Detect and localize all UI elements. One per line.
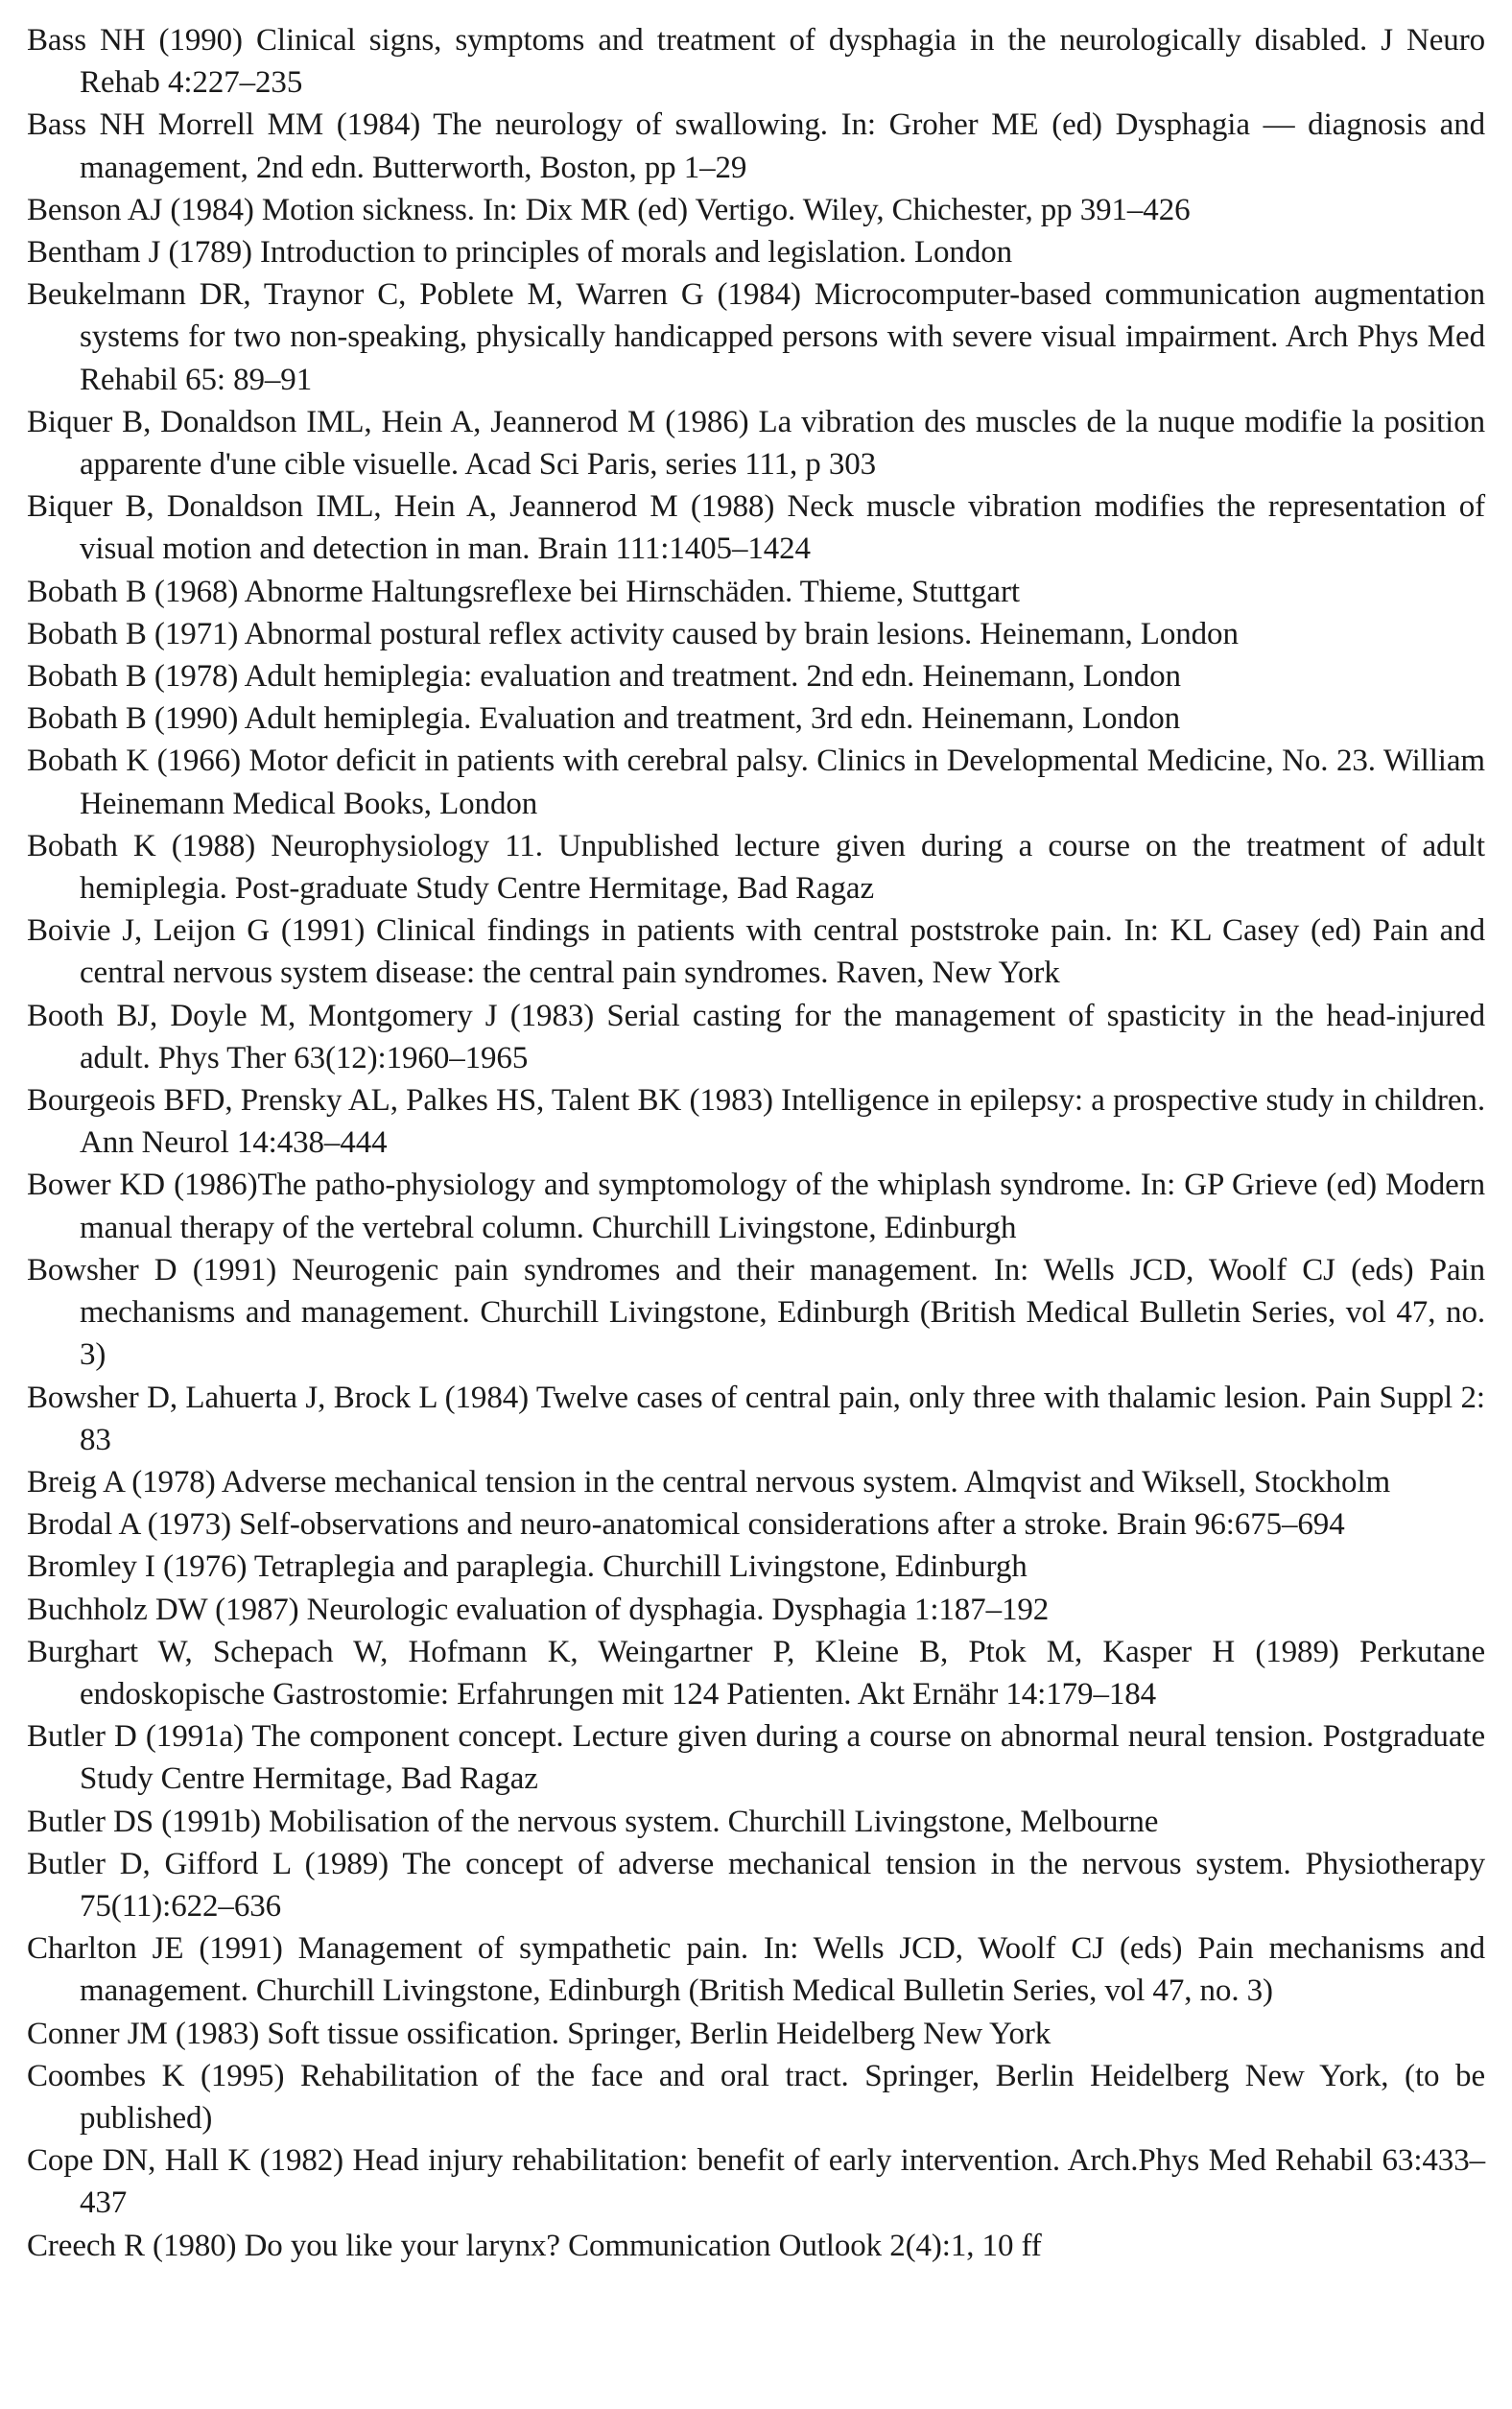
reference-entry: Bromley I (1976) Tetraplegia and paraplegia. Churchill Livingstone, Edinburgh xyxy=(27,1549,1028,1585)
reference-entry: Bobath B (1968) Abnorme Haltungsreflexe bei Hirnschäden. Thieme, Stuttgart xyxy=(27,574,1020,609)
reference-entry: Bowsher D (1991) Neurogenic pain syndromes and their management. In: Wells JCD, Woolf CJ (eds) Pain mechanisms and management. Churchill Livingstone, Edinburgh (British Medical Bulletin Series, vol 47, no. 3) xyxy=(27,1252,1485,1373)
reference-entry: Bower KD (1986)The patho-physiology and symptomology of the whiplash syndrome. In: GP Grieve (ed) Modern manual therapy of the vertebral column. Churchill Livingstone, Edinburgh xyxy=(27,1168,1485,1245)
reference-entry: Bass NH Morrell MM (1984) The neurology of swallowing. In: Groher ME (ed) Dysphagia — diagnosis and management, 2nd edn. Butterworth, Boston, pp 1–29 xyxy=(27,107,1485,185)
reference-entry: Boivie J, Leijon G (1991) Clinical findings in patients with central poststroke pain. In: KL Casey (ed) Pain and central nervous system disease: the central pain syndromes. Raven, New York xyxy=(27,913,1485,991)
reference-entry: Burghart W, Schepach W, Hofmann K, Weingartner P, Kleine B, Ptok M, Kasper H (1989) Perkutane endoskopische Gastrostomie: Erfahrungen mit 124 Patienten. Akt Ernähr 14:179–184 xyxy=(27,1634,1485,1712)
reference-entry: Butler D (1991a) The component concept. Lecture given during a course on abnormal neural tension. Postgraduate Study Centre Hermitage, Bad Ragaz xyxy=(27,1719,1485,1797)
reference-entry: Brodal A (1973) Self-observations and neuro-anatomical considerations after a stroke. Brain 96:675–694 xyxy=(27,1507,1345,1543)
reference-entry: Cope DN, Hall K (1982) Head injury rehabilitation: benefit of early intervention. Arch.Phys Med Rehabil 63:433–437 xyxy=(27,2143,1485,2221)
reference-entry: Bobath B (1990) Adult hemiplegia. Evaluation and treatment, 3rd edn. Heinemann, London xyxy=(27,701,1181,737)
reference-entry: Bourgeois BFD, Prensky AL, Palkes HS, Talent BK (1983) Intelligence in epilepsy: a prospective study in children. Ann Neurol 14:438–444 xyxy=(27,1083,1485,1161)
reference-entry: Bobath B (1971) Abnormal postural reflex activity caused by brain lesions. Heinemann, London xyxy=(27,616,1239,651)
reference-entry: Bowsher D, Lahuerta J, Brock L (1984) Twelve cases of central pain, only three with thalamic lesion. Pain Suppl 2: 83 xyxy=(27,1380,1485,1457)
reference-entry: Benson AJ (1984) Motion sickness. In: Dix MR (ed) Vertigo. Wiley, Chichester, pp 391–426 xyxy=(27,192,1191,227)
reference-entry: Biquer B, Donaldson IML, Hein A, Jeannerod M (1986) La vibration des muscles de la nuque modifie la position apparente d'une cible visuelle. Acad Sci Paris, series 111, p 303 xyxy=(27,404,1485,483)
reference-entry: Bobath K (1988) Neurophysiology 11. Unpublished lecture given during a course on the treatment of adult hemiplegia. Post-graduate Study Centre Hermitage, Bad Ragaz xyxy=(27,828,1485,907)
reference-entry: Bentham J (1789) Introduction to principles of morals and legislation. London xyxy=(27,235,1013,271)
reference-entry: Bass NH (1990) Clinical signs, symptoms and treatment of dysphagia in the neurologically disabled. J Neuro Rehab 4:227–235 xyxy=(27,23,1485,101)
reference-entry: Beukelmann DR, Traynor C, Poblete M, Warren G (1984) Microcomputer-based communication augmentation systems for two non-speaking, physically handicapped persons with severe visual impairment. Arch Phys Med Rehabil 65: 89–91 xyxy=(27,277,1485,397)
reference-entry: Breig A (1978) Adverse mechanical tension in the central nervous system. Almqvist and Wiksell, Stockholm xyxy=(27,1464,1391,1500)
reference-entry: Creech R (1980) Do you like your larynx? Communication Outlook 2(4):1, 10 ff xyxy=(27,2228,1042,2263)
reference-entry: Buchholz DW (1987) Neurologic evaluation of dysphagia. Dysphagia 1:187–192 xyxy=(27,1592,1050,1627)
reference-entry: Butler D, Gifford L (1989) The concept of adverse mechanical tension in the nervous system. Physiotherapy 75(11):622–636 xyxy=(27,1846,1485,1924)
reference-entry: Butler DS (1991b) Mobilisation of the nervous system. Churchill Livingstone, Melbourne xyxy=(27,1804,1159,1839)
reference-entry: Charlton JE (1991) Management of sympathetic pain. In: Wells JCD, Woolf CJ (eds) Pain mechanisms and management. Churchill Livingstone, Edinburgh (British Medical Bulletin Series, vol 47, no. 3) xyxy=(27,1931,1485,2009)
reference-list xyxy=(27,19,1485,2267)
reference-entry: Booth BJ, Doyle M, Montgomery J (1983) Serial casting for the management of spasticity in the head-injured adult. Phys Ther 63(12):1960–1965 xyxy=(27,998,1485,1075)
reference-entry: Bobath K (1966) Motor deficit in patients with cerebral palsy. Clinics in Developmental Medicine, No. 23. William Heinemann Medical Books, London xyxy=(27,744,1485,821)
reference-entry: Bobath B (1978) Adult hemiplegia: evaluation and treatment. 2nd edn. Heinemann, London xyxy=(27,659,1181,695)
reference-entry: Coombes K (1995) Rehabilitation of the face and oral tract. Springer, Berlin Heidelberg New York, (to be published) xyxy=(27,2058,1485,2136)
reference-entry: Biquer B, Donaldson IML, Hein A, Jeannerod M (1988) Neck muscle vibration modifies the representation of visual motion and detection in man. Brain 111:1405–1424 xyxy=(27,489,1485,567)
reference-entry: Conner JM (1983) Soft tissue ossification. Springer, Berlin Heidelberg New York xyxy=(27,2016,1051,2051)
